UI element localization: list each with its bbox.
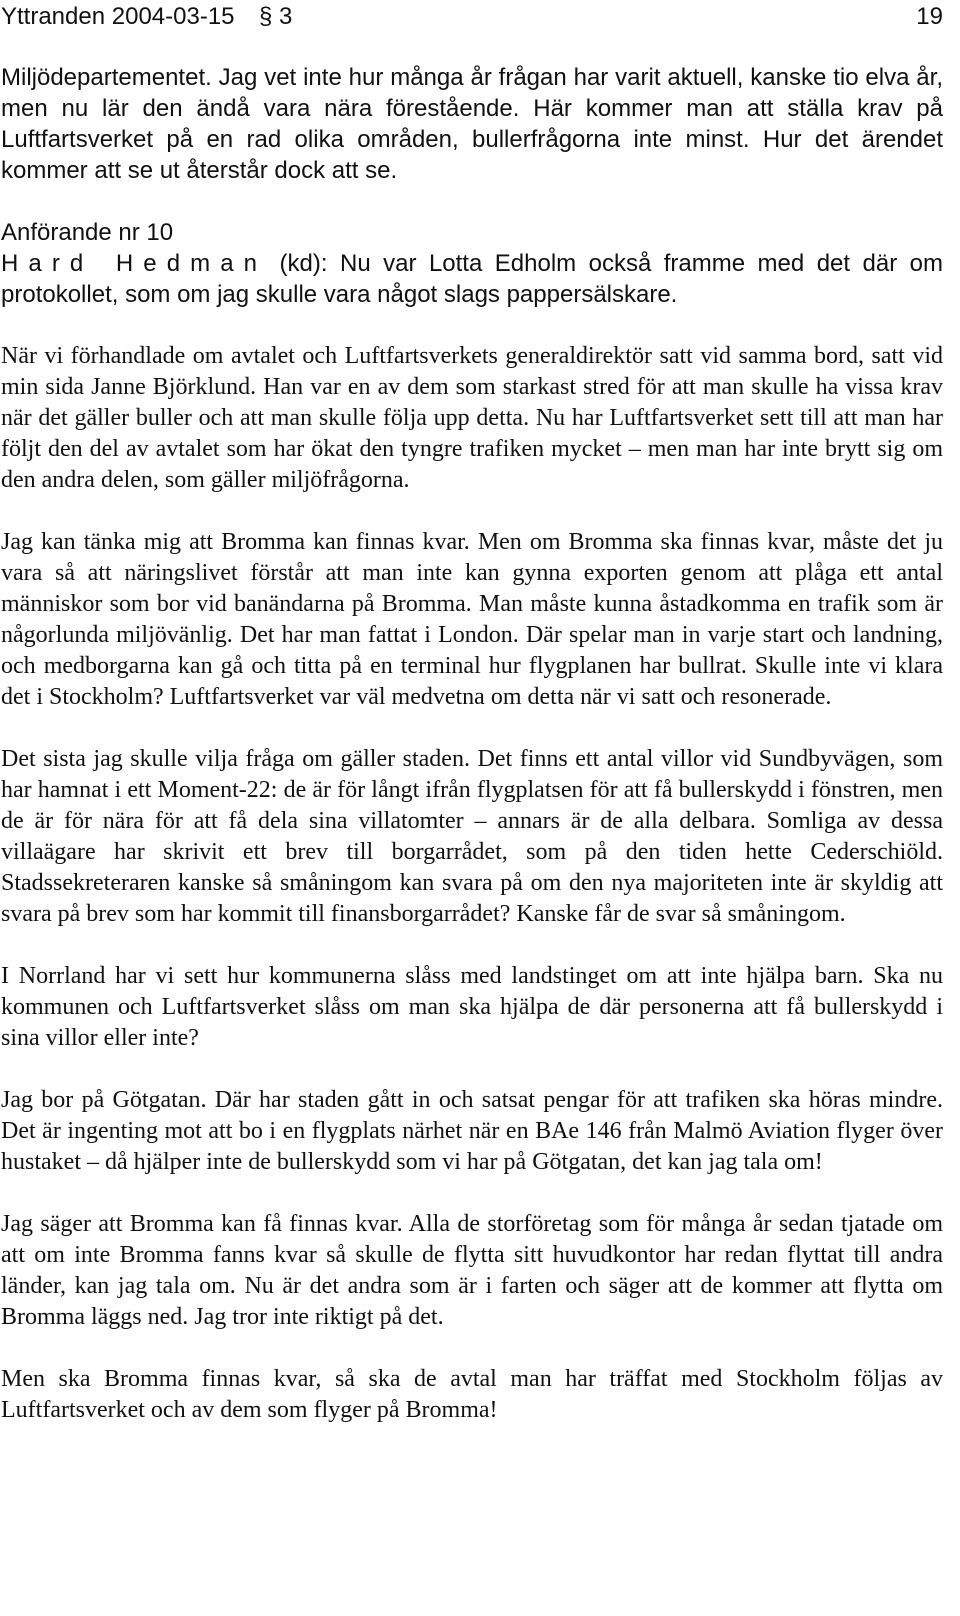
- paragraph-6: Jag bor på Götgatan. Där har staden gått in och satsat pengar för att trafiken ska höras mindre. Det är ingenting mot att bo i en flygplats närhet när en BAe 146 från Malmö Aviation flyger över hustaket – då hjälper inte de bullerskydd som vi har på Götgatan, det kan jag tala om!: [1, 1087, 943, 1175]
- paragraph-1: Miljödepartementet. Jag vet inte hur många år frågan har varit aktuell, kanske tio elva år, men nu lär den ändå vara nära förestående. Här kommer man att ställa krav på Luftfartsverket på en rad olika områden, bullerfrågorna inte minst. Hur det ärendet kommer att se ut återstår dock att se.: [1, 64, 943, 184]
- header-page-number: 19: [916, 3, 943, 30]
- paragraph-7: Jag säger att Bromma kan få finnas kvar. Alla de storföretag som för många år sedan tjatade om att om inte Bromma fanns kvar så skulle de flytta sitt huvudkontor har redan flyttat till andra länder, kan jag tala om. Nu är det andra som är i farten och säger att de kommer att flytta om Bromma läggs ned. Jag tror inte riktigt på det.: [1, 1211, 943, 1330]
- header-section-sign: § 3: [259, 3, 293, 30]
- page-header: [1, 2, 943, 32]
- speech-first-line: Nu var Lotta Edholm också framme med det där om protokollet, som om jag skulle vara något slags pappersälskare.: [1, 250, 944, 308]
- speech-heading-block: [1, 217, 943, 310]
- paragraph-4: Det sista jag skulle vilja fråga om gäller staden. Det finns ett antal villor vid Sundbyvägen, som har hamnat i ett Moment-22: de är för långt ifrån flygplatsen för att få bullerskydd i fönstren, men de är för nära för att få dela sina villatomter – annars är de alla delbara. Somliga av dessa villaägare har skrivit ett brev till borgarrådet, som på den tiden hette Cederschiöld. Stadssekreteraren kanske så småningom kan svara på om den nya majoriteten inte är skyldig att svara på brev som har kommit till finansborgarrådet? Kanske får de svar så småningom.: [1, 746, 943, 927]
- speech-opening: [1, 248, 943, 310]
- paragraph-3: Jag kan tänka mig att Bromma kan finnas kvar. Men om Bromma ska finnas kvar, måste det ju vara så att näringslivet förstår att man inte kan gynna exporten genom att plåga ett antal människor som bor vid banändarna på Bromma. Man måste kunna åstadkomma en trafik som är någorlunda miljövänlig. Det har man fattat i London. Där spelar man in varje start och landning, och medborgarna kan gå och titta på en terminal hur flygplanen har bullrat. Skulle inte vi klara det i Stockholm? Luftfartsverket var väl medvetna om detta när vi satt och resonerade.: [1, 529, 943, 710]
- paragraph-2: När vi förhandlade om avtalet och Luftfartsverkets generaldirektör satt vid samma bord, satt vid min sida Janne Björklund. Han var en av dem som starkast stred för att man skulle ha vissa krav när det gäller buller och att man skulle följa upp detta. Nu har Luftfartsverket sett till att man har följt den del av avtalet som har ökat den tyngre trafiken mycket – men man har inte brytt sig om den andra delen, som gäller miljöfrågorna.: [1, 343, 943, 493]
- document-body: [1, 62, 943, 1426]
- speech-heading: Anförande nr 10: [1, 219, 174, 246]
- paragraph-5: I Norrland har vi sett hur kommunerna slåss med landstinget om att inte hjälpa barn. Ska nu kommunen och Luftfartsverket slåss om man ska hjälpa de där personerna att få bullerskydd i sina villor eller inte?: [1, 963, 943, 1051]
- speaker-party: (kd):: [279, 250, 328, 277]
- speaker-name: Hard Hedman: [1, 250, 268, 277]
- header-title: Yttranden 2004-03-15: [1, 3, 235, 30]
- paragraph-8: Men ska Bromma finnas kvar, så ska de avtal man har träffat med Stockholm följas av Luftfartsverket och av dem som flyger på Bromma!: [1, 1366, 943, 1423]
